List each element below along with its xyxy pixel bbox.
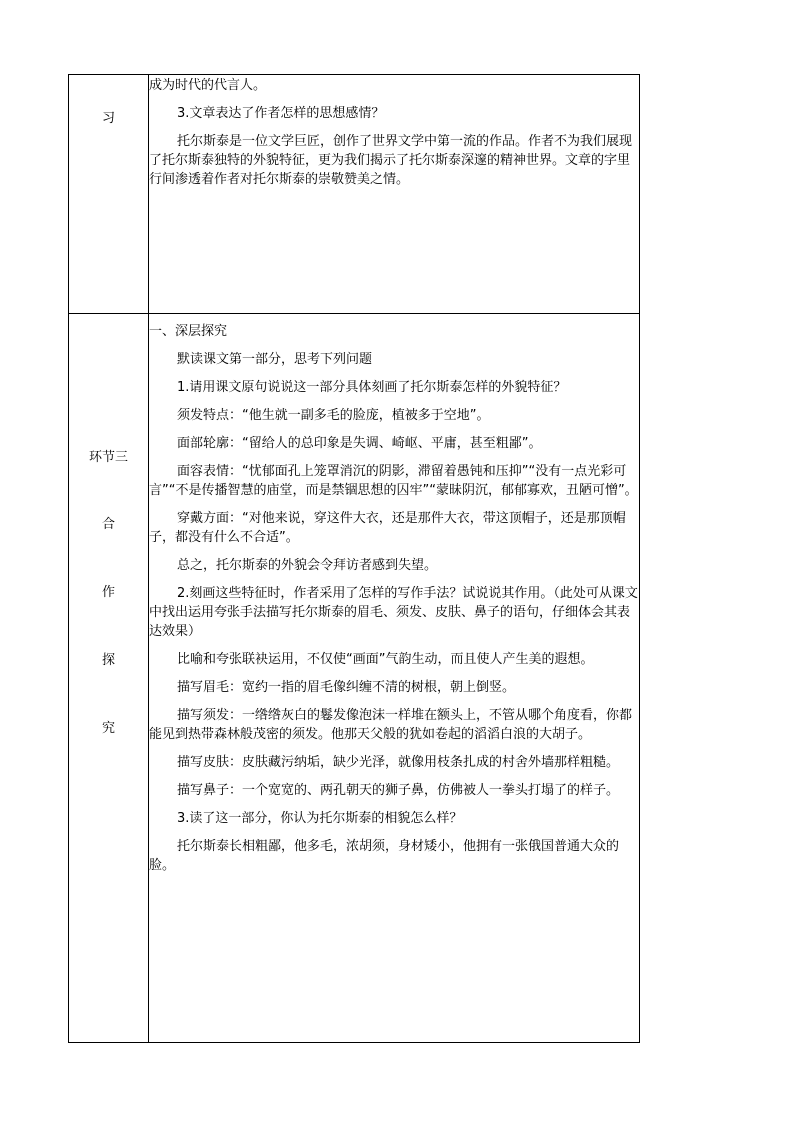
section-label-char: 合: [101, 517, 115, 532]
paragraph: 须发特点：“他生就一副多毛的脸庞，植被多于空地”。: [177, 408, 490, 423]
section-label-char: 探: [101, 653, 115, 668]
question-1: 1.请用课文原句说说这一部分具体刻画了托尔斯泰怎样的外貌特征？: [177, 380, 567, 395]
section-label-cell: [69, 314, 149, 1043]
table-row: [69, 314, 640, 1043]
section-label: 习: [101, 111, 115, 126]
section-content-cell: [149, 75, 640, 314]
section-label-char: 究: [101, 721, 115, 736]
paragraph: 成为时代的代言人。: [149, 78, 267, 93]
question-3: 3.文章表达了作者怎样的思想感情？: [177, 106, 385, 121]
paragraph: 面部轮廓：“留给人的总印象是失调、崎岖、平庸，甚至粗鄙”。: [177, 436, 542, 451]
paragraph: 描写皮肤：皮肤藏污纳垢，缺少光泽，就像用枝条扎成的村舍外墙那样粗糙。: [177, 755, 620, 770]
section-label-cell: [69, 75, 149, 314]
paragraph: 描写眉毛：宽约一指的眉毛像纠缠不清的树根，朝上倒竖。: [177, 680, 516, 695]
section-label-char: 作: [101, 585, 115, 600]
paragraph: 总之，托尔斯泰的外貌会令拜访者感到失望。: [177, 558, 438, 573]
section-content-cell: [149, 314, 640, 1043]
paragraph: 比喻和夸张联袂运用，不仅使“画面”气韵生动，而且使人产生美的遐想。: [177, 652, 594, 667]
section-label-top: 环节三: [88, 450, 128, 465]
question-3: 3.读了这一部分，你认为托尔斯泰的相貌怎么样？: [177, 811, 463, 826]
paragraph: 默读课文第一部分，思考下列问题: [177, 352, 373, 367]
section-heading: 一、深层探究: [149, 324, 228, 339]
question-2: 2.刻画这些特征时，作者采用了怎样的写作手法？试说说其作用。（此处可从课文中找出运用夸张手法描写托尔斯泰的眉毛、须发、皮肤、鼻子的语句，仔细体会其表达效果）: [149, 586, 638, 639]
paragraph: 面容表情：“忧郁面孔上笼罩消沉的阴影，滞留着愚钝和压抑”“没有一点光彩可言”“不是传播智慧的庙堂，而是禁锢思想的囚牢”“蒙昧阴沉，郁郁寡欢，丑陋可憎”。: [149, 464, 638, 498]
paragraph: 描写鼻子：一个宽宽的、两孔朝天的狮子鼻，仿佛被人一拳头打塌了的样子。: [177, 783, 620, 798]
answer-paragraph: 托尔斯泰长相粗鄙，他多毛，浓胡须，身材矮小，他拥有一张俄国普通大众的脸。: [149, 839, 620, 873]
answer-paragraph: 托尔斯泰是一位文学巨匠，创作了世界文学中第一流的作品。作者不为我们展现了托尔斯泰独特的外貌特征，更为我们揭示了托尔斯泰深邃的精神世界。文章的字里行间渗透着作者对托尔斯泰的崇敬赞美之情。: [149, 134, 633, 187]
lesson-plan-table: [68, 74, 640, 1043]
table-row: [69, 75, 640, 314]
paragraph: 描写须发：一绺绺灰白的鬈发像泡沫一样堆在额头上，不管从哪个角度看，你都能见到热带森林般茂密的须发。他那天父般的犹如卷起的滔滔白浪的大胡子。: [149, 708, 633, 742]
paragraph: 穿戴方面：“对他来说，穿这件大衣，还是那件大衣，带这顶帽子，还是那顶帽子，都没有什么不合适”。: [149, 511, 626, 545]
